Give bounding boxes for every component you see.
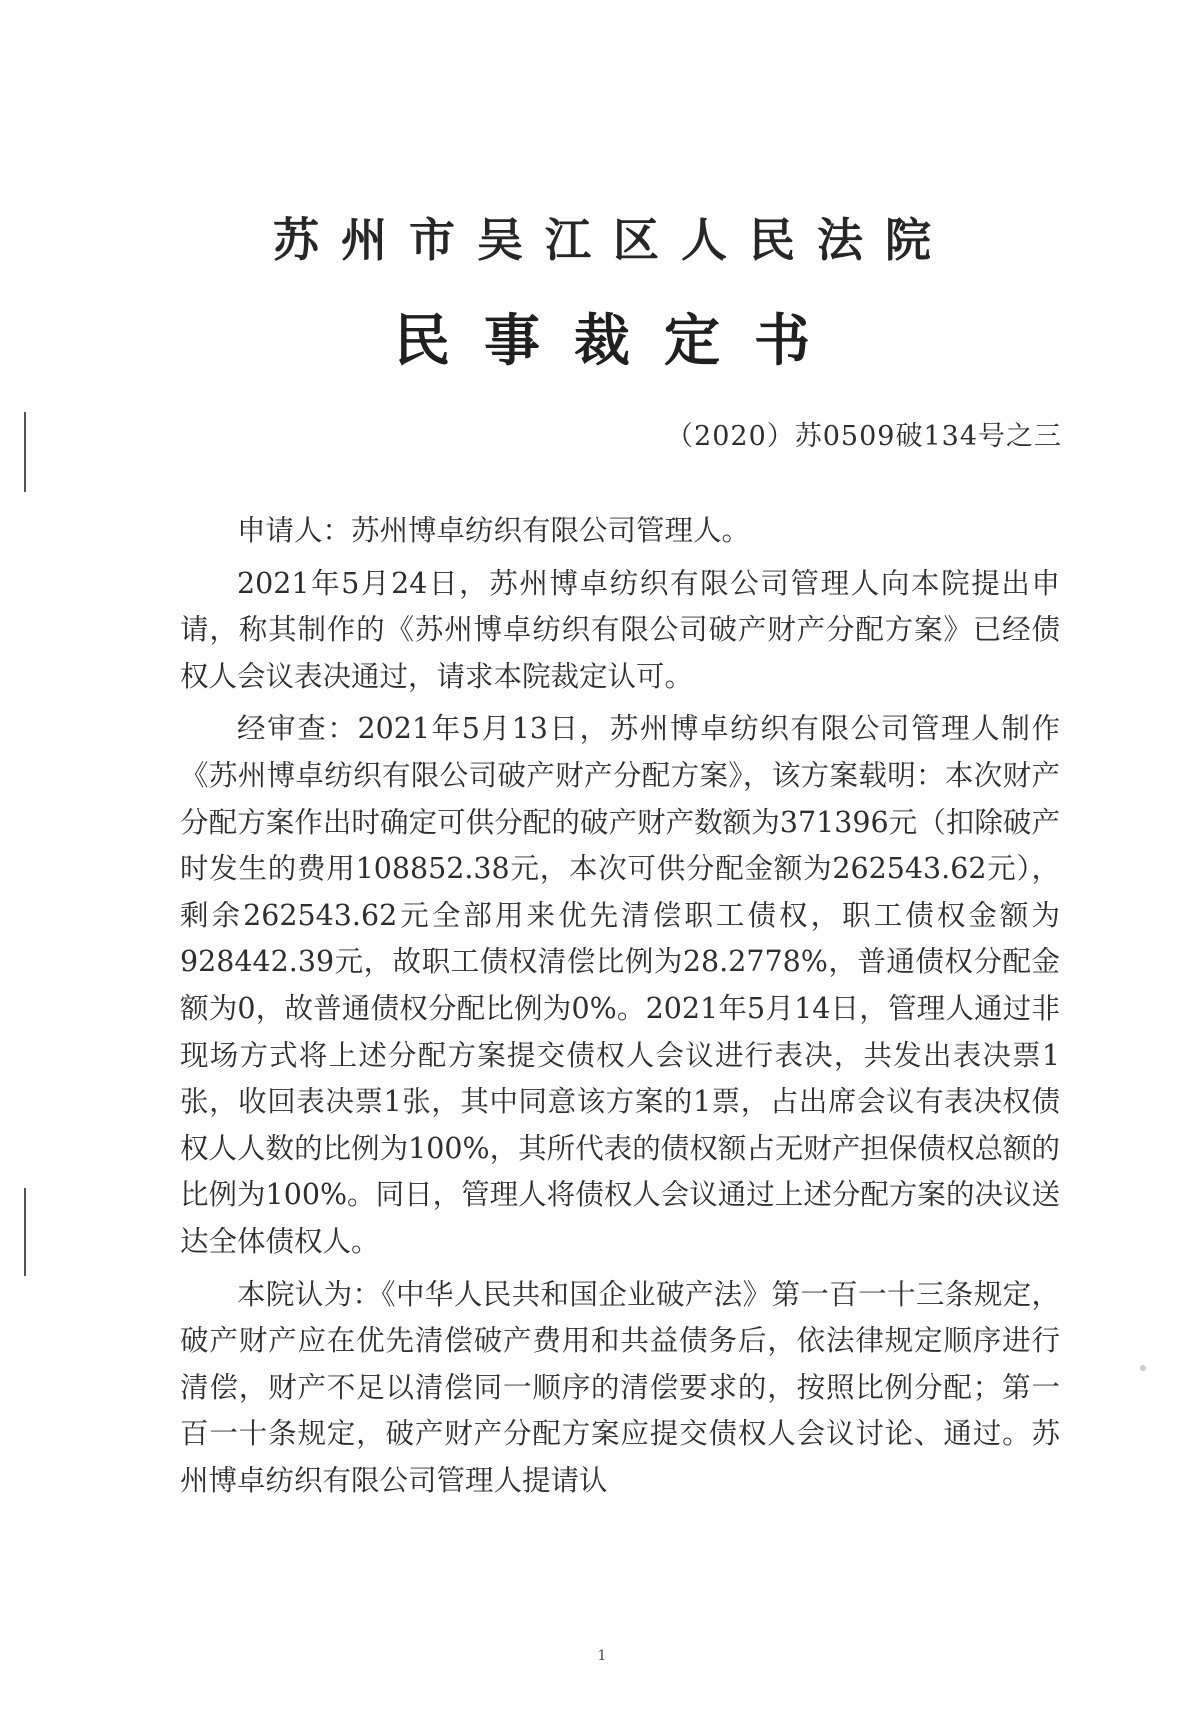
court-name-heading: 苏州市吴江区人民法院	[273, 213, 953, 267]
binding-mark	[24, 412, 26, 492]
applicant-paragraph: 申请人：苏州博卓纺织有限公司管理人。	[237, 514, 751, 547]
page-number: 1	[597, 1648, 607, 1664]
document-body	[180, 508, 1060, 1504]
case-number: （2020）苏0509破134号之三	[666, 421, 1062, 452]
scan-speck	[1140, 1365, 1146, 1371]
review-paragraph: 经审查：2021年5月13日，苏州博卓纺织有限公司管理人制作《苏州博卓纺织有限公司破产财产分配方案》，该方案载明：本次财产分配方案作出时确定可供分配的破产财产数额为371396元（扣除破产时发生的费用108852.38元，本次可供分配金额为262543.62元），剩余262543.62元全部用来优先清偿职工债权，职工债权金额为928442.39元，故职工债权清偿比例为28.2778%，普通债权分配金额为0，故普通债权分配比例为0%。2021年5月14日，管理人通过非现场方式将上述分配方案提交债权人会议进行表决，共发出表决票1张，收回表决票1张，其中同意该方案的1票，占出席会议有表决权债权人人数的比例为100%，其所代表的债权额占无财产担保债权总额的比例为100%。同日，管理人将债权人会议通过上述分配方案的决议送达全体债权人。	[180, 712, 1060, 1258]
application-paragraph: 2021年5月24日，苏州博卓纺织有限公司管理人向本院提出申请，称其制作的《苏州博卓纺织有限公司破产财产分配方案》已经债权人会议表决通过，请求本院裁定认可。	[180, 566, 1060, 693]
binding-mark	[24, 1188, 26, 1276]
court-opinion-paragraph: 本院认为：《中华人民共和国企业破产法》第一百一十三条规定，破产财产应在优先清偿破产费用和共益债务后，依法律规定顺序进行清偿，财产不足以清偿同一顺序的清偿要求的，按照比例分配；第一百一十条规定，破产财产分配方案应提交债权人会议讨论、通过。苏州博卓纺织有限公司管理人提请认	[180, 1277, 1060, 1497]
document-type-title: 民事裁定书	[394, 309, 844, 374]
